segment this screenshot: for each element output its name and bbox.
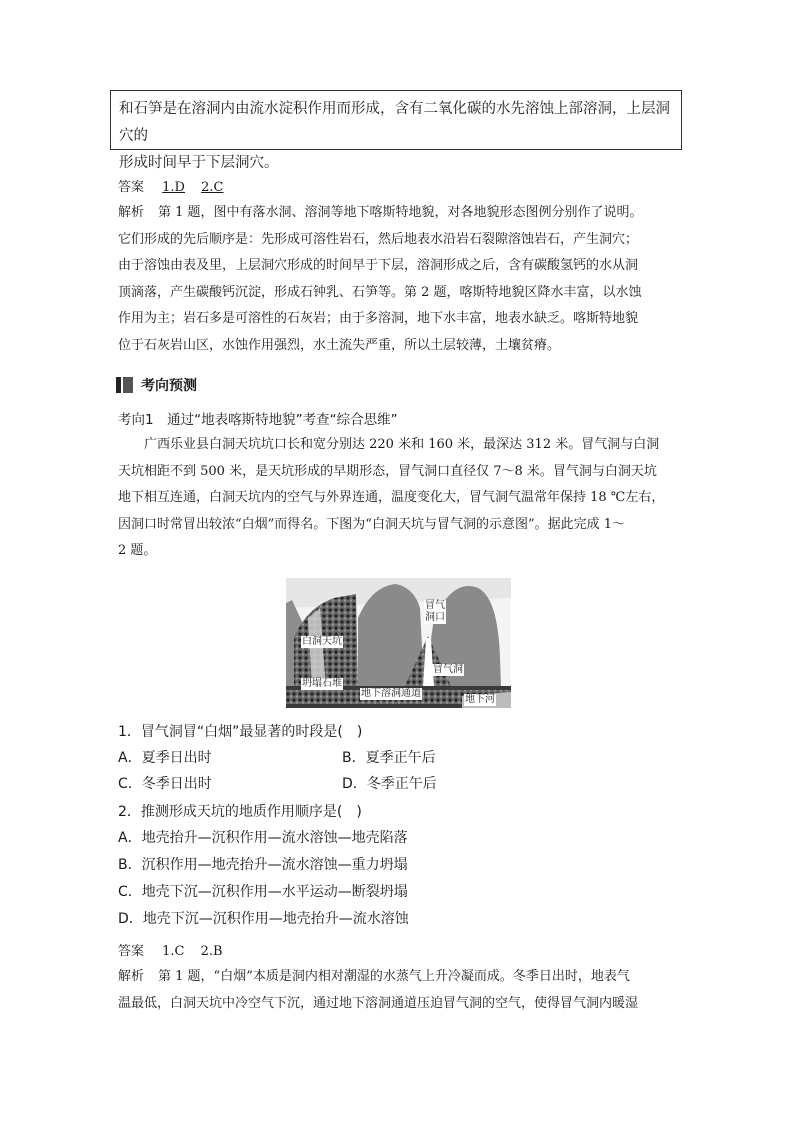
label-dixia-tongdao: 地下溶洞通道 [361, 688, 421, 699]
passage-line: 因洞口时常冒出较浓“白烟”而得名。下图为“白洞天坑与冒气洞的示意图”。据此完成 1～ [118, 516, 625, 532]
q2-option-d: D．地壳下沉—沉积作用—地壳抬升—流水溶蚀 [118, 911, 409, 927]
answer-line-2 [118, 940, 223, 959]
analysis-line: 作用为主；岩石多是可溶性的石灰岩；由于多溶洞，地下水丰富，地表水缺乏。喀斯特地貌 [118, 311, 639, 326]
analysis-label: 解析 [118, 205, 145, 220]
q1-option-d: D．冬季正午后 [342, 776, 437, 792]
q2-option-a: A．地壳抬升—沉积作用—流水溶蚀—地壳陷落 [118, 830, 408, 846]
box-line-1: 和石笋是在溶洞内由流水淀积作用而形成，含有二氧化碳的水先溶蚀上部溶洞，上层洞穴的 [119, 101, 670, 144]
section-header [116, 374, 197, 396]
passage-line: 2 题。 [118, 543, 157, 558]
answer-label: 答案 [118, 180, 145, 195]
analysis-line: 第 1 题，“白烟”本质是洞内相对潮湿的水蒸气上升冷凝而成。冬季日出时，地表气 [158, 969, 630, 984]
label-baidong-tiankeng: 白洞天坑 [302, 636, 342, 647]
answer-1: 1.C [162, 944, 185, 959]
section-marker-icon [123, 377, 133, 393]
q1-option-a: A．夏季日出时 [118, 750, 212, 766]
cave-diagram [286, 578, 511, 708]
answer-2: 2.C [201, 180, 224, 195]
analysis-line: 由于溶蚀由表及里，上层洞穴形成的时间早于下层，溶洞形成之后，含有碳酸氢钙的水从洞 [118, 258, 639, 273]
answer-box [110, 90, 682, 171]
answer-line-1 [118, 176, 223, 195]
analysis-line: 位于石灰岩山区，水蚀作用强烈，水土流失严重，所以土层较薄，土壤贫瘠。 [118, 337, 561, 353]
box-line-2: 形成时间早于下层洞穴。 [119, 155, 279, 171]
section-title: 考向预测 [141, 378, 197, 394]
answer-2: 2.B [200, 944, 223, 959]
analysis-line: 温最低，白洞天坑中冷空气下沉，通过地下溶洞通道压迫冒气洞的空气，使得冒气洞内暖湿 [118, 995, 639, 1011]
section-marker-icon [116, 377, 121, 393]
passage-line: 广西乐业县白洞天坑坑口长和宽分别达 220 米和 160 米，最深达 312 米。冒气洞与白洞 [144, 437, 660, 452]
passage-line: 地下相互连通，白洞天坑内的空气与外界连通，温度变化大，冒气洞气温常年保持 18 ℃左右， [118, 490, 665, 505]
topic-line: 考向1 通过“地表喀斯特地貌”考查“综合思维” [118, 412, 398, 428]
q2-option-c: C．地壳下沉—沉积作用—水平运动—断裂坍塌 [118, 884, 408, 900]
label-maoqi-kou: 冒气 洞口 [425, 600, 445, 623]
analysis-line: 第 1 题，图中有落水洞、溶洞等地下喀斯特地貌，对各地貌形态图例分别作了说明。 [158, 205, 643, 220]
question-2-stem: 2．推测形成天坑的地质作用顺序是( ) [118, 804, 362, 820]
label-dixiahe: 地下河 [465, 694, 495, 705]
q2-option-b: B．沉积作用—地壳抬升—流水溶蚀—重力坍塌 [118, 857, 408, 873]
passage-line: 天坑相距不到 500 米，是天坑形成的早期形态，冒气洞口直径仅 7～8 米。冒气洞与白洞天坑 [118, 463, 657, 479]
analysis-1 [118, 200, 684, 359]
analysis-label: 解析 [118, 969, 145, 984]
question-1-stem: 1．冒气洞冒“白烟”最显著的时段是( ) [118, 724, 363, 740]
passage [118, 432, 684, 565]
q1-option-c: C．冬季日出时 [118, 776, 212, 792]
label-tanta-shidui: 坍塌石堆 [302, 678, 342, 689]
q1-option-b: B．夏季正午后 [342, 750, 436, 766]
answer-1: 1.D [162, 180, 185, 195]
analysis-2 [118, 964, 684, 1017]
answer-label: 答案 [118, 944, 145, 959]
analysis-line: 顶滴落，产生碳酸钙沉淀，形成石钟乳、石笋等。第 2 题，喀斯特地貌区降水丰富，以水蚀 [118, 284, 642, 300]
label-maoqidong: 冒气洞 [433, 664, 463, 675]
analysis-line: 它们形成的先后顺序是：先形成可溶性岩石，然后地表水沿岩石裂隙溶蚀岩石，产生洞穴； [118, 231, 639, 247]
